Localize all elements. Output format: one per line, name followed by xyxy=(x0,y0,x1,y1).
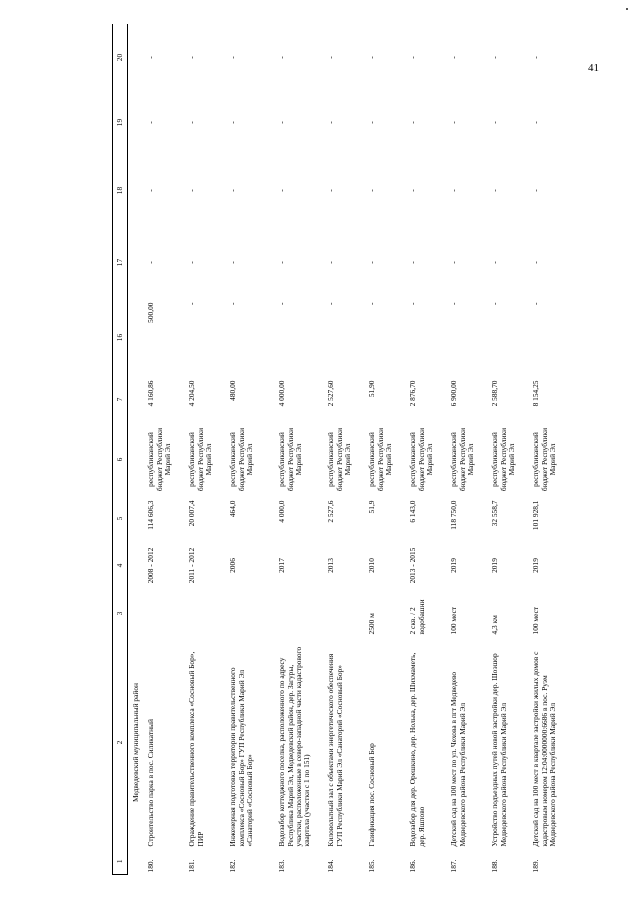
object-name: Ограждение правительственного комплекса «Сосновый Бор», ПИР xyxy=(187,651,205,847)
value-col-17: - xyxy=(490,261,500,264)
value-col-20: - xyxy=(408,56,418,59)
object-name: Водозабор для дер. Орешкино, дер. Нолька, дер. Шихмаметь, дер. Яшпово xyxy=(408,652,426,847)
capacity xyxy=(226,591,275,637)
value-col-7: 4 160,86 xyxy=(146,380,156,407)
value-col-7: 2 876,70 xyxy=(408,380,418,407)
table-row xyxy=(275,25,324,875)
funding-source: республиканский бюджет Республики Марий Эл xyxy=(367,427,393,492)
estimated-cost: 118 750,0 xyxy=(449,500,459,530)
value-col-17: - xyxy=(146,261,156,264)
table-row xyxy=(226,25,275,875)
value-col-16: - xyxy=(367,302,377,305)
value-col-18: - xyxy=(449,189,459,192)
value-col-19: - xyxy=(146,121,156,124)
period: 2019 xyxy=(490,558,500,573)
value-col-19: - xyxy=(490,121,500,124)
col-header-5: 5 xyxy=(113,497,128,541)
value-col-7: 51,90 xyxy=(367,380,377,398)
rotated-table-container xyxy=(112,25,627,875)
value-col-16: - xyxy=(490,302,500,305)
value-col-18: - xyxy=(531,189,541,192)
col-header-7: 7 xyxy=(113,377,128,423)
value-col-16: - xyxy=(408,302,418,305)
value-col-20: - xyxy=(367,56,377,59)
value-col-20: - xyxy=(146,56,156,59)
value-col-19: - xyxy=(326,121,336,124)
col-header-4: 4 xyxy=(113,541,128,591)
funding-source: республиканский бюджет Республики Марий Эл xyxy=(326,427,352,492)
value-col-20: - xyxy=(449,56,459,59)
period: 2008 - 2012 xyxy=(146,547,156,584)
value-col-19: - xyxy=(277,121,287,124)
col-header-19: 19 xyxy=(113,91,128,155)
value-col-18: - xyxy=(408,189,418,192)
estimated-cost: 2 527,6 xyxy=(326,500,336,523)
col-header-1: 1 xyxy=(113,849,128,875)
col-header-20: 20 xyxy=(113,25,128,91)
value-col-7: 2 527,60 xyxy=(326,380,336,407)
value-col-19: - xyxy=(187,121,197,124)
value-col-7: 480,00 xyxy=(228,380,238,401)
capacity xyxy=(144,591,185,637)
capacity: 100 мест xyxy=(449,606,459,635)
table-row xyxy=(365,25,406,875)
value-col-7: 8 154,25 xyxy=(531,380,541,407)
funding-source: республиканский бюджет Республики Марий Эл xyxy=(490,427,516,492)
value-col-20: - xyxy=(187,56,197,59)
value-col-18: - xyxy=(228,189,238,192)
col-header-16: 16 xyxy=(113,299,128,377)
table-row xyxy=(406,25,447,875)
value-col-20: - xyxy=(228,56,238,59)
estimated-cost: 114 606,3 xyxy=(146,500,156,530)
value-col-7: 4 204,50 xyxy=(187,380,197,407)
table-row xyxy=(144,25,185,875)
value-col-17: - xyxy=(367,261,377,264)
object-name: Водозабор коттеджного поселка, расположенного по адресу Республика Марий Эл, Медведевский район, дер. Загуры, участки, расположенные в северо-западной части кадастрового квартала (участки с 1 по 151) xyxy=(277,646,312,847)
estimated-cost: 101 928,1 xyxy=(531,500,541,531)
table-row xyxy=(185,25,226,875)
col-header-18: 18 xyxy=(113,155,128,227)
table-row xyxy=(447,25,488,875)
object-name: Детский сад на 100 мест в квартале застройки жилых домов с кадастровым номером 12:04:0000000:6686 в пос. Руэм Медведевского района Республики Марий Эл xyxy=(531,651,557,847)
estimated-cost: 464,0 xyxy=(228,500,238,518)
period: 2010 xyxy=(367,558,377,573)
estimated-cost: 51,9 xyxy=(367,500,377,514)
capacity xyxy=(324,591,365,637)
estimated-cost: 32 558,7 xyxy=(490,500,500,527)
estimated-cost: 20 007,4 xyxy=(187,500,197,527)
value-col-20: - xyxy=(277,56,287,59)
object-name: Киловольтный зал с объектами энергетического обеспечения ГУП Республики Марий Эл «Санаторий «Сосновый Бор» xyxy=(326,653,344,847)
row-number: 181. xyxy=(187,859,197,873)
table-row xyxy=(324,25,365,875)
table-body xyxy=(128,25,579,875)
funding-source: республиканский бюджет Республики Марий Эл xyxy=(408,427,434,492)
value-col-17: - xyxy=(408,261,418,264)
value-col-19: - xyxy=(408,121,418,124)
value-col-19: - xyxy=(449,121,459,124)
value-col-18: - xyxy=(277,189,287,192)
page-number: 41 xyxy=(588,62,599,74)
period: 2011 - 2012 xyxy=(187,547,197,584)
value-col-19: - xyxy=(228,121,238,124)
value-col-17: - xyxy=(449,261,459,264)
investment-table xyxy=(112,25,578,876)
value-col-17: - xyxy=(531,261,541,264)
row-number: 186. xyxy=(408,859,418,873)
capacity: 100 мест xyxy=(531,606,541,635)
estimated-cost: 6 143,0 xyxy=(408,500,418,523)
funding-source: республиканский бюджет Республики Марий Эл xyxy=(531,427,557,492)
object-name: Строительство парка в пос. Силикатный xyxy=(146,719,156,847)
object-name: Газификация пос. Сосновый Бор xyxy=(367,743,377,847)
row-number: 185. xyxy=(367,859,377,873)
period: 2017 xyxy=(277,558,287,573)
value-col-17: - xyxy=(277,261,287,264)
period: 2006 xyxy=(228,558,238,573)
value-col-16: - xyxy=(277,302,287,305)
value-col-16: - xyxy=(326,302,336,305)
value-col-16: 500,00 xyxy=(146,302,156,323)
capacity: 2500 м xyxy=(367,613,377,635)
period: 2019 xyxy=(531,558,541,573)
funding-source: республиканский бюджет Республики Марий Эл xyxy=(277,427,303,492)
table-row xyxy=(488,25,529,875)
capacity xyxy=(185,591,226,637)
value-col-16: - xyxy=(531,302,541,305)
region-row xyxy=(128,25,145,875)
capacity: 2 скв. / 2 водобашни xyxy=(408,599,426,635)
value-col-17: - xyxy=(187,261,197,264)
value-col-20: - xyxy=(326,56,336,59)
row-number: 187. xyxy=(449,859,459,873)
value-col-17: - xyxy=(228,261,238,264)
col-header-3: 3 xyxy=(113,591,128,637)
row-number: 183. xyxy=(277,859,287,873)
region-name: Медведевский муниципальный район xyxy=(131,682,140,803)
row-number: 182. xyxy=(228,859,238,873)
row-number: 188. xyxy=(490,859,500,873)
period: 2013 - 2015 xyxy=(408,547,418,584)
value-col-7: 4 000,00 xyxy=(277,380,287,407)
scan-speck xyxy=(626,8,628,10)
column-number-row xyxy=(113,25,128,875)
funding-source: республиканский бюджет Республики Марий Эл xyxy=(449,427,475,492)
capacity xyxy=(275,591,324,637)
estimated-cost: 4 000,0 xyxy=(277,500,287,523)
funding-source: республиканский бюджет Республики Марий Эл xyxy=(228,427,254,492)
value-col-18: - xyxy=(367,189,377,192)
capacity: 4,3 км xyxy=(490,615,500,635)
col-header-17: 17 xyxy=(113,227,128,299)
value-col-19: - xyxy=(531,121,541,124)
object-name: Детский сад на 100 мест по ул. Чехова в пгт Медведево Медведевского района Республики Марий Эл xyxy=(449,671,467,847)
value-col-18: - xyxy=(490,189,500,192)
value-col-18: - xyxy=(326,189,336,192)
col-header-6: 6 xyxy=(113,423,128,497)
object-name: Инженерная подготовка территории правительственного комплекса «Сосновый Бор» ГУП Республики Марий Эл «Санаторий «Сосновый Бор» xyxy=(228,667,254,847)
row-number: 180. xyxy=(146,859,156,873)
row-number: 184. xyxy=(326,859,336,873)
value-col-18: - xyxy=(146,189,156,192)
funding-source: республиканский бюджет Республики Марий Эл xyxy=(187,427,213,492)
value-col-17: - xyxy=(326,261,336,264)
funding-source: республиканский бюджет Республики Марий Эл xyxy=(146,427,172,492)
value-col-18: - xyxy=(187,189,197,192)
value-col-20: - xyxy=(531,56,541,59)
value-col-16: - xyxy=(228,302,238,305)
row-number: 189. xyxy=(531,859,541,873)
value-col-20: - xyxy=(490,56,500,59)
object-name: Устройство подъездных путей новой застройки дер. Шоэшор Медведевского района Республики Марий Эл xyxy=(490,653,508,847)
value-col-19: - xyxy=(367,121,377,124)
value-col-7: 2 588,70 xyxy=(490,380,500,407)
col-header-2: 2 xyxy=(113,637,128,849)
table-row xyxy=(529,25,578,875)
value-col-7: 6 900,00 xyxy=(449,380,459,407)
value-col-16: - xyxy=(187,302,197,305)
period: 2019 xyxy=(449,558,459,573)
value-col-16: - xyxy=(449,302,459,305)
period: 2013 xyxy=(326,558,336,573)
